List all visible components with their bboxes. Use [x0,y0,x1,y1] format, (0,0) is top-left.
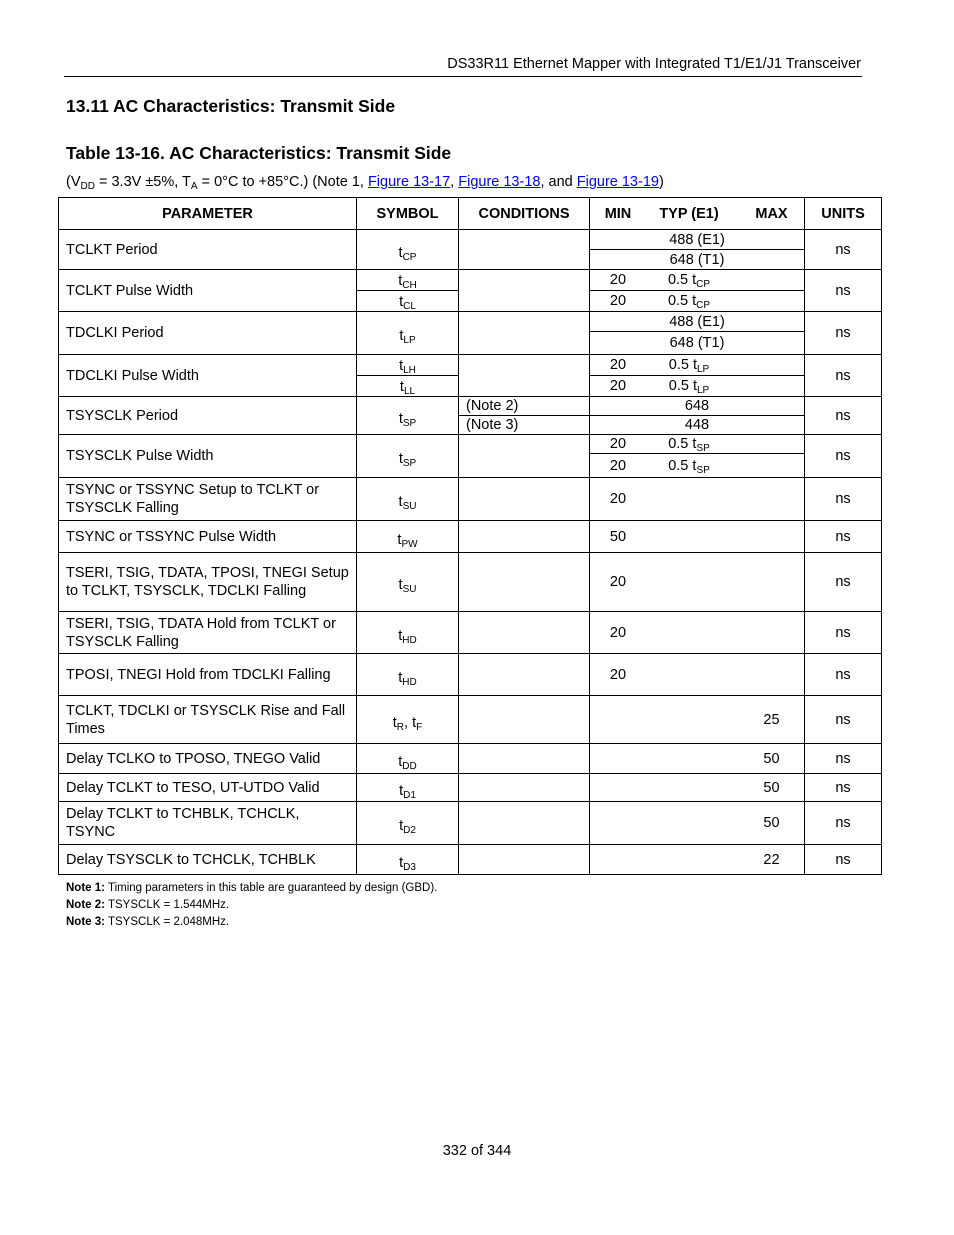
typ-sub: SP [696,464,710,476]
ac-characteristics-table [58,197,882,875]
conditions-cell [459,802,590,845]
units-cell: ns [805,612,882,654]
values-cell [590,802,805,845]
document-header-title: DS33R11 Ethernet Mapper with Integrated T1/E1/J1 Transceiver [447,56,861,72]
min-value: 20 [609,378,627,394]
max-value: 50 [763,750,780,767]
sym: t [399,854,404,871]
typ-sub: LP [696,385,710,396]
header-rule [64,76,862,77]
conditions-cell: (Note 2) [459,397,590,416]
note-3 [66,914,437,931]
sym-sub: LL [403,386,416,397]
conditions-cell [459,553,590,612]
units-cell: ns [805,744,882,774]
table-notes [66,880,437,931]
note-text: TSYSCLK = 2.048MHz. [104,916,230,928]
cond-text: , and [540,174,577,190]
typ-text: 0.5 t [667,293,697,309]
values-cell [590,521,805,553]
param-cell: TCLKT Period [59,230,357,270]
param-cell: Delay TCLKT to TCHBLK, TCHCLK, TSYNC [59,802,357,845]
sym-sub: HD [402,676,417,688]
note-text: Timing parameters in this table are guaranteed by design (GBD). [104,882,438,894]
conditions-cell [459,355,590,397]
max-value: 25 [763,711,780,728]
values-cell [590,612,805,654]
param-cell: Delay TCLKO to TPOSO, TNEGO Valid [59,744,357,774]
conditions-cell [459,612,590,654]
typ-value [646,377,732,395]
cond-text: ) [658,174,664,190]
param-cell: TDCLKI Pulse Width [59,355,357,397]
note-1 [66,880,437,897]
param-cell: TSYNC or TSSYNC Pulse Width [59,521,357,553]
typ-value [646,292,732,310]
sym-sub: R [396,721,405,733]
units-cell: ns [805,802,882,845]
table-row [59,230,882,250]
note-label: Note 1: [66,882,105,894]
conditions-cell [459,312,590,355]
units-cell: ns [805,553,882,612]
sym-sub: LH [403,365,416,376]
symbol-cell [357,744,459,774]
typ-cell: 648 [590,397,805,416]
units-cell: ns [805,845,882,875]
header-typ: TYP (E1) [659,205,719,222]
sym-sub: F [416,721,423,733]
min-value: 20 [609,293,627,309]
typ-cell: 488 (E1) [590,312,805,332]
sym: t [398,627,403,644]
symbol-cell [357,521,459,553]
table-row [59,774,882,802]
symbol-cell [357,774,459,802]
values-cell [590,435,805,454]
symbol-cell [357,802,459,845]
cond-text: = 3.3V ±5%, T [94,174,191,190]
table-row [59,521,882,553]
sym: t [392,714,397,731]
sym-sub: SU [402,501,417,512]
cond-sub: A [190,181,198,192]
min-value: 20 [609,666,627,683]
typ-cell: 448 [590,416,805,435]
units-cell: ns [805,774,882,802]
param-cell: TSYSCLK Period [59,397,357,435]
symbol-cell [357,270,459,291]
sym-sub: SP [402,458,417,469]
note-label: Note 3: [66,916,105,928]
table-row [59,397,882,416]
sym-sub: LP [403,335,416,346]
values-cell [590,654,805,696]
figure-13-17-link[interactable]: Figure 13-17 [367,174,451,190]
typ-sub: SP [696,443,710,454]
typ-text: 0.5 t [668,357,697,373]
header-symbol: SYMBOL [357,198,459,230]
note-text: TSYSCLK = 1.544MHz. [104,899,230,911]
values-cell [590,270,805,291]
conditions-cell [459,230,590,270]
sym: t [399,782,404,799]
symbol-cell [357,312,459,355]
sym: t [399,379,404,395]
table-row [59,553,882,612]
note-2 [66,897,437,914]
units-cell: ns [805,696,882,744]
min-value: 20 [609,272,627,288]
header-min: MIN [604,205,632,222]
param-cell: TSERI, TSIG, TDATA, TPOSI, TNEGI Setup to TCLKT, TSYSCLK, TDCLKI Falling [59,553,357,612]
symbol-cell [357,435,459,478]
sym: t [398,669,403,686]
sym: t [397,531,402,548]
figure-13-19-link[interactable]: Figure 13-19 [576,174,659,190]
table-row [59,654,882,696]
param-cell: Delay TCLKT to TESO, UT-UTDO Valid [59,774,357,802]
table-row [59,696,882,744]
table-row [59,612,882,654]
symbol-cell [357,696,459,744]
sym: t [399,818,404,834]
header-values [590,198,805,230]
max-value: 50 [763,779,780,796]
values-cell [590,478,805,521]
table-row [59,312,882,332]
param-cell: TSYNC or TSSYNC Setup to TCLKT or TSYSCLK Falling [59,478,357,521]
sym: t [398,494,403,510]
conditions-cell [459,845,590,875]
units-cell: ns [805,230,882,270]
typ-value [646,356,732,374]
sym-sub: D1 [403,789,416,801]
param-cell: TDCLKI Period [59,312,357,355]
param-cell: TCLKT Pulse Width [59,270,357,312]
symbol-cell [357,553,459,612]
symbol-cell [357,397,459,435]
values-cell [590,291,805,312]
typ-sub: CP [696,300,711,311]
table-row [59,845,882,875]
sym: t [398,753,403,770]
symbol-cell [357,478,459,521]
param-cell: Delay TSYSCLK to TCHCLK, TCHBLK [59,845,357,875]
typ-value [646,435,732,453]
conditions-cell [459,435,590,478]
symbol-cell [357,612,459,654]
min-value: 20 [609,624,627,641]
typ-text: 0.5 t [667,272,697,288]
min-value: 50 [609,528,627,545]
typ-cell: 648 (T1) [590,250,805,270]
symbol-cell [357,291,459,312]
units-cell: ns [805,270,882,312]
param-cell: TSYSCLK Pulse Width [59,435,357,478]
units-cell: ns [805,478,882,521]
conditions-cell [459,521,590,553]
symbol-cell [357,355,459,376]
sym: t [398,577,403,593]
sym-sub: D2 [403,825,416,836]
units-cell: ns [805,355,882,397]
sym-sub: PW [401,538,418,550]
symbol-cell [357,230,459,270]
symbol-cell [357,845,459,875]
sym: t [398,410,403,427]
header-conditions: CONDITIONS [459,198,590,230]
typ-cell: 488 (E1) [590,230,805,250]
conditions-cell [459,744,590,774]
sym-sub: CP [402,251,417,263]
table-row [59,744,882,774]
typ-sub: CP [696,279,711,290]
header-max: MAX [755,205,788,222]
sym-sep: , [404,714,413,731]
typ-text: 0.5 t [668,457,697,474]
sym-sub: DD [402,760,417,772]
min-value: 20 [609,436,627,452]
symbol-cell [357,654,459,696]
table-row [59,478,882,521]
conditions-cell [459,654,590,696]
min-value: 20 [609,491,627,507]
cond-text: = 0°C to +85°C.) (Note 1, [197,174,368,190]
param-cell: TSERI, TSIG, TDATA Hold from TCLKT or TSYSCLK Falling [59,612,357,654]
symbol-cell [357,376,459,397]
min-value: 20 [609,574,627,590]
figure-13-18-link[interactable]: Figure 13-18 [458,174,541,190]
typ-text: 0.5 t [668,436,697,452]
table-row [59,270,882,291]
table-row [59,355,882,376]
table-conditions [66,174,664,190]
typ-cell: 648 (T1) [590,332,805,355]
sym-sub: D3 [403,861,416,873]
units-cell: ns [805,312,882,355]
values-cell [590,774,805,802]
min-value: 20 [609,357,627,373]
values-cell [590,744,805,774]
table-title: Table 13-16. AC Characteristics: Transmit Side [66,143,452,163]
values-cell [590,376,805,397]
sym: t [399,358,404,374]
param-cell: TPOSI, TNEGI Hold from TDCLKI Falling [59,654,357,696]
conditions-cell [459,270,590,312]
conditions-cell: (Note 3) [459,416,590,435]
param-cell: TCLKT, TDCLKI or TSYSCLK Rise and Fall Times [59,696,357,744]
units-cell: ns [805,521,882,553]
units-cell: ns [805,654,882,696]
sym-sub: CL [403,301,416,312]
conditions-cell [459,478,590,521]
table-header-row [59,198,882,230]
page-number: 332 of 344 [442,1143,512,1159]
values-cell [590,553,805,612]
sym-sub: CH [402,280,417,291]
sym: t [398,273,403,289]
conditions-cell [459,696,590,744]
sym: t [398,244,403,261]
cond-text: (V [66,174,81,190]
cond-text: , [450,174,459,190]
units-cell: ns [805,435,882,478]
conditions-cell [459,774,590,802]
sym: t [399,328,404,344]
max-value: 22 [763,851,780,868]
sym-sub: HD [402,634,417,646]
section-title: 13.11 AC Characteristics: Transmit Side [66,96,396,116]
max-value: 50 [763,815,780,831]
typ-value [646,457,732,475]
cond-sub: DD [80,181,95,192]
sym-sub: SU [402,584,417,595]
values-cell [590,355,805,376]
table-row [59,802,882,845]
note-label: Note 2: [66,899,105,911]
typ-sub: LP [696,364,710,375]
table-row [59,435,882,454]
values-cell [590,454,805,478]
sym-sub: SP [402,417,417,429]
values-cell [590,845,805,875]
values-cell [590,696,805,744]
typ-value [646,271,732,289]
header-parameter: PARAMETER [59,198,357,230]
typ-text: 0.5 t [668,378,697,394]
sym: t [399,294,404,310]
sym: t [398,451,403,467]
units-cell: ns [805,397,882,435]
sym: t [412,714,417,731]
header-units: UNITS [805,198,882,230]
min-value: 20 [609,457,627,474]
